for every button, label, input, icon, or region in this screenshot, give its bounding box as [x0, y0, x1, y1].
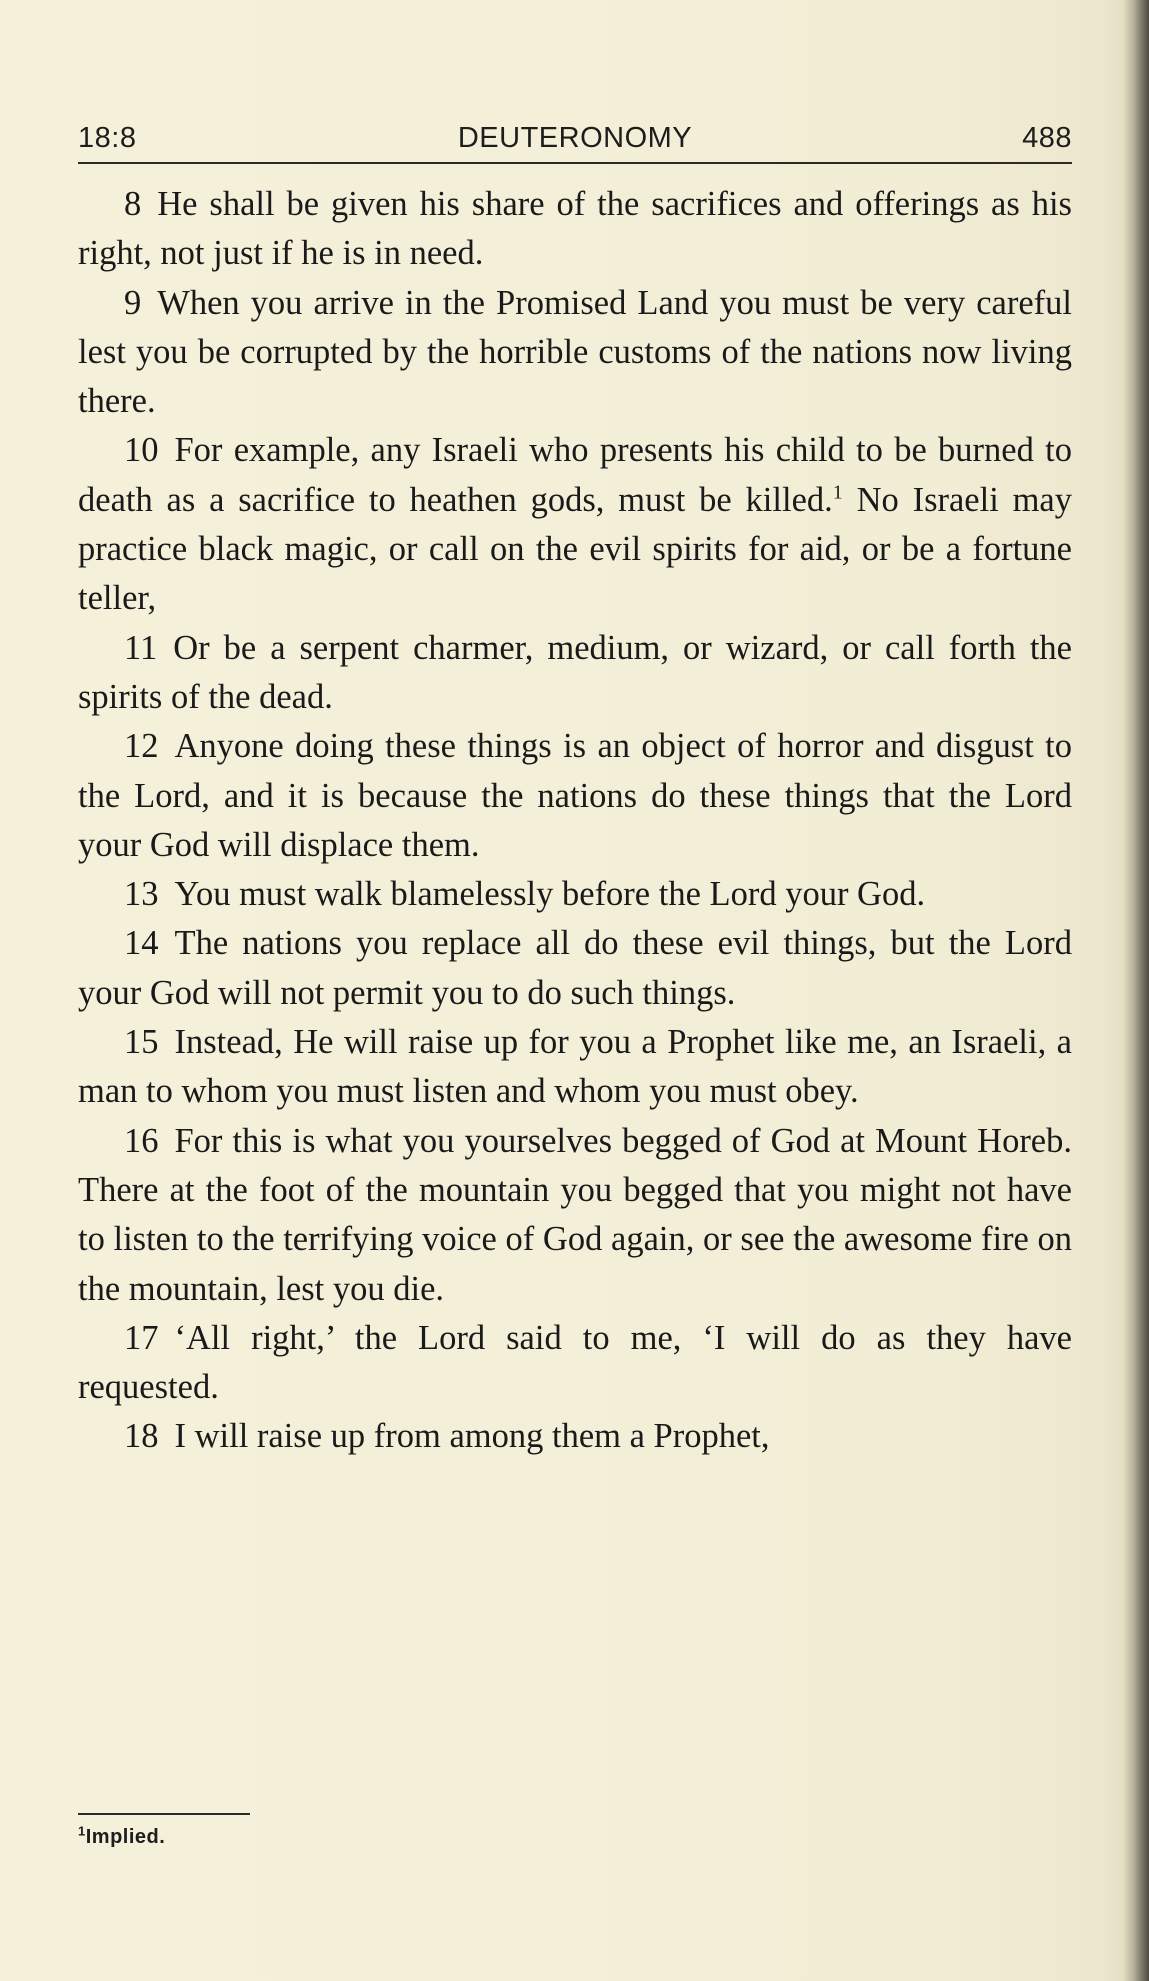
verse-number: 17: [124, 1318, 159, 1357]
verse-number: 16: [124, 1121, 159, 1160]
scripture-text: [78, 180, 1072, 1462]
footnote-text: Implied.: [85, 1826, 166, 1848]
verse-13: [78, 870, 1072, 919]
verse-18: [78, 1412, 1072, 1461]
verse-text: Anyone doing these things is an object of horror and disgust to the Lord, and it is because the nations do these things that the Lord your God will displace them.: [78, 727, 1072, 864]
verse-17: [78, 1314, 1072, 1413]
verse-11: [78, 624, 1072, 723]
verse-number: 8: [124, 185, 142, 223]
verse-8: [78, 180, 1072, 279]
verse-number: 10: [124, 431, 159, 470]
verse-number: 13: [124, 875, 159, 914]
verse-number: 12: [124, 727, 159, 766]
verse-text-continued: No Israeli may practice black magic, or call on the evil spirits for aid, or be a fortune teller,: [78, 480, 1072, 618]
verse-15: [78, 1018, 1072, 1117]
verse-12: [78, 722, 1072, 870]
page-number: 488: [1022, 122, 1072, 154]
page-edge-shadow: [1123, 0, 1149, 1981]
verse-number: 15: [124, 1023, 159, 1062]
verse-9: [78, 279, 1072, 427]
footnote: [78, 1823, 166, 1849]
verse-10: [78, 426, 1072, 623]
verse-text: Or be a serpent charmer, medium, or wizard, or call forth the spirits of the dead.: [78, 628, 1072, 716]
running-head: [78, 118, 1072, 164]
verse-text: You must walk blamelessly before the Lord your God.: [174, 875, 926, 914]
verse-text: For example, any Israeli who presents his child to be burned to death as a sacrifice to heathen gods, must be killed.: [78, 431, 1072, 519]
verse-text: Instead, He will raise up for you a Prophet like me, an Israeli, a man to whom you must listen and whom you must obey.: [78, 1023, 1072, 1111]
footnote-divider: [78, 1813, 250, 1815]
book-title: DEUTERONOMY: [457, 122, 693, 154]
verse-text: ‘All right,’ the Lord said to me, ‘I will do as they have requested.: [78, 1318, 1072, 1407]
verse-text: He shall be given his share of the sacrifices and offerings as his right, not just if he is in need.: [78, 185, 1072, 273]
chapter-verse-reference: 18:8: [78, 122, 137, 154]
verse-text: For this is what you yourselves begged of God at Mount Horeb. There at the foot of the mountain you begged that you might not have to listen to the terrifying voice of God again, or see the awesome fire on the mountain, lest you die.: [78, 1121, 1072, 1308]
verse-text: The nations you replace all do these evil things, but the Lord your God will not permit you to do such things.: [78, 924, 1072, 1012]
footnote-mark: 1: [78, 1823, 86, 1839]
footnote-reference: 1: [832, 481, 843, 504]
verse-number: 14: [124, 924, 159, 963]
verse-number: 11: [124, 628, 158, 667]
verse-16: [78, 1117, 1072, 1314]
verse-text: When you arrive in the Promised Land you must be very careful lest you be corrupted by the horrible customs of the nations now living there.: [78, 283, 1072, 421]
verse-14: [78, 919, 1072, 1018]
verse-text: I will raise up from among them a Prophet,: [174, 1417, 770, 1456]
verse-number: 9: [124, 283, 142, 322]
verse-number: 18: [124, 1417, 159, 1456]
